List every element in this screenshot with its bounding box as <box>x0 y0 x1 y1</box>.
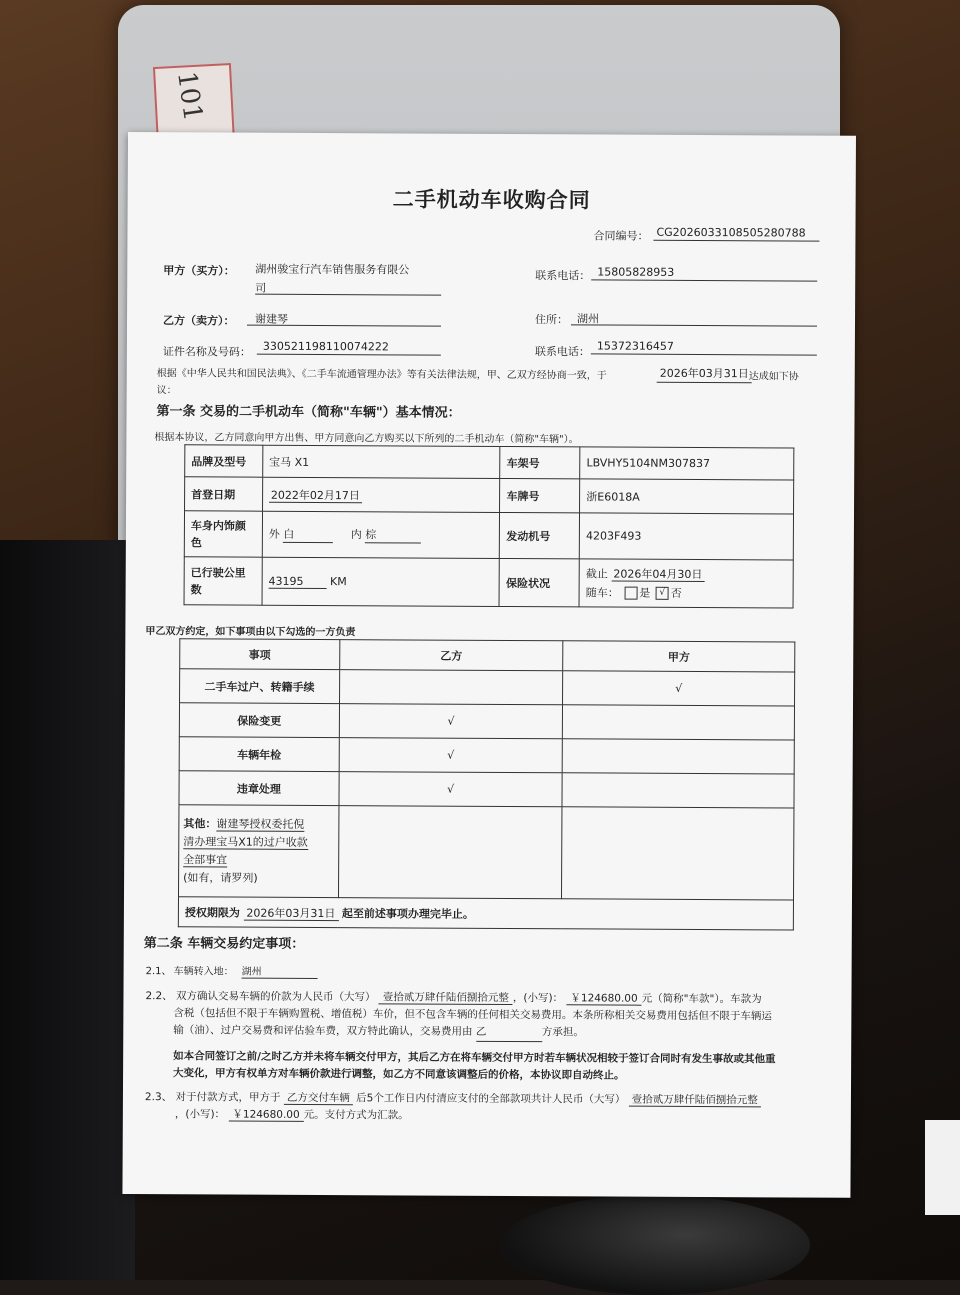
other-line-3: 全部事宜 <box>183 852 228 867</box>
seller-id-underline <box>257 354 441 356</box>
insurance-cell <box>579 559 793 608</box>
duty-b-mark: √ <box>339 738 563 773</box>
duty-a-mark: √ <box>563 671 795 706</box>
auth-label: 授权期限为 <box>184 905 240 920</box>
other-b-cell <box>338 806 562 899</box>
bold-note-line-1: 如本合同签订之前/之时乙方并未将车辆交付甲方，其后乙方在将车辆交付甲方时若车辆状况相较于签订合同时有发生事故或其他重 <box>173 1050 776 1066</box>
ext-value: 白 <box>283 526 333 543</box>
ins-end-date: 2026年04月30日 <box>611 567 704 581</box>
km-unit: KM <box>329 574 347 588</box>
buyer-name-underline <box>255 294 441 296</box>
sticker-text: 101 <box>171 69 208 123</box>
clause-2-2 <box>145 988 835 1044</box>
clause-2-2-text-b: ，(小写)： <box>512 992 564 1005</box>
clause-2-2-text-c: 元（简称"车款"）。车款为 <box>641 992 762 1006</box>
clause-2-2-payer: 乙 <box>476 1024 542 1042</box>
buyer-phone: 15805828953 <box>597 265 675 279</box>
clause-2-2-line-2: 含税（包括但不限于车辆购置税、增值税）车价，但不包含车辆的任何相关交易费用。本条所称相关交易费用包括但不限于车辆运 <box>173 1007 772 1023</box>
contract-no-value: CG2026033108505280788 <box>653 226 819 242</box>
seller-id-label: 证件名称及号码： <box>162 345 251 359</box>
seller-phone: 15372316457 <box>596 339 674 353</box>
no-label: 否 <box>670 586 682 600</box>
duty-b-mark: √ <box>339 772 563 807</box>
seller-address-label: 住所： <box>534 313 569 327</box>
vin-label: 车架号 <box>500 446 580 478</box>
plate-value: 浙E6018A <box>580 479 794 514</box>
engine-label: 发动机号 <box>500 512 580 558</box>
clause-2-2-no: 2.2、 <box>145 990 173 1003</box>
buyer-phone-underline <box>591 279 817 281</box>
clause-2-3-upper: 壹拾贰万肆仟陆佰捌拾元整 <box>629 1094 761 1108</box>
basis-text-2: 达成如下协 <box>748 371 799 383</box>
clause-2-3-text-b: 后5个工作日内付清应支付的全部款项共计人民币（大写） <box>356 1092 626 1106</box>
seller-phone-label: 联系电话： <box>534 345 590 359</box>
color-cell <box>262 511 500 558</box>
duty-item: 违章处理 <box>179 771 339 806</box>
vin-value: LBVHY5104NM307837 <box>580 447 794 480</box>
duty-a-mark <box>563 739 795 774</box>
km-label-1: 已行驶公里 <box>190 565 246 580</box>
clause-2-2-text-a: 双方确认交易车辆的价款为人民币（大写） <box>175 990 376 1004</box>
seller-label: 乙方（卖方）： <box>162 314 235 328</box>
buyer-name-line2: 司 <box>255 281 267 295</box>
brand-label: 品牌及型号 <box>185 445 263 477</box>
other-hint: (如有，请罗列) <box>183 870 258 885</box>
clause-2-2-lower: ￥124680.00 <box>566 992 641 1005</box>
int-label: 内 <box>350 528 362 542</box>
color-label-cell <box>184 511 262 557</box>
duty-b-mark: √ <box>339 704 563 739</box>
km-label-cell <box>184 557 262 605</box>
article-2-title: 第二条 车辆交易约定事项： <box>143 936 305 952</box>
sleeve-background <box>0 540 135 1280</box>
clause-2-2-line-3b: 方承担。 <box>541 1026 584 1039</box>
seller-name: 谢建琴 <box>254 312 289 326</box>
duty-item: 车辆年检 <box>179 737 339 772</box>
duty-item: 二手车过户、转籍手续 <box>180 669 340 704</box>
clause-2-2-upper: 壹拾贰万肆仟陆佰捌拾元整 <box>379 991 513 1005</box>
buyer-phone-label: 联系电话： <box>535 269 591 283</box>
other-paper-edge <box>925 1120 960 1215</box>
buyer-name-line1: 湖州骏宝行汽车销售服务有限公 <box>255 262 410 277</box>
clause-2-3-text-c: ，(小写)： <box>174 1108 226 1121</box>
other-line-2: 清办理宝马X1的过户收款 <box>183 834 308 849</box>
basis-text-3: 议： <box>156 385 177 397</box>
duty-b-mark <box>339 670 563 705</box>
seller-address: 湖州 <box>576 312 600 326</box>
auth-period-cell <box>178 897 793 930</box>
yes-checkbox[interactable] <box>624 587 637 600</box>
clause-2-3-when: 乙方交付车辆 <box>284 1092 353 1105</box>
duties-table <box>178 638 796 930</box>
color-label-2: 色 <box>190 535 202 549</box>
clause-2-1-label: 车辆转入地： <box>173 966 234 978</box>
buyer-label: 甲方（买方）： <box>163 264 235 278</box>
col-b-header: 乙方 <box>339 640 563 671</box>
plate-label: 车牌号 <box>500 478 580 512</box>
vehicle-info-table <box>184 444 795 608</box>
mouse-background <box>500 1195 810 1295</box>
other-a-cell <box>562 807 794 900</box>
reg-date-value: 2022年02月17日 <box>269 488 362 502</box>
clause-2-1-value: 湖州 <box>242 963 318 979</box>
reg-date-label: 首登日期 <box>185 477 263 511</box>
km-cell <box>262 557 500 606</box>
auth-tail: 起至前述事项办理完毕止。 <box>341 906 474 921</box>
basis-date: 2026年03月31日 <box>657 365 752 383</box>
article-1-intro: 根据本协议，乙方同意向甲方出售、甲方同意向乙方购买以下所列的二手机动车（简称"车辆"）。 <box>154 432 579 446</box>
bold-note-line-2: 大变化，甲方有权单方对车辆价款进行调整，如乙方不同意该调整后的价格，本协议即自动终止。 <box>173 1067 625 1082</box>
seller-address-underline <box>571 324 817 326</box>
clause-2-3-no: 2.3、 <box>144 1091 173 1104</box>
clause-2-3-text-a: 对于付款方式，甲方于 <box>175 1091 281 1104</box>
duty-a-mark <box>563 705 795 740</box>
duty-item: 保险变更 <box>179 703 339 738</box>
agree-intro: 甲乙双方约定，如下事项由以下勾选的一方负责 <box>145 626 356 639</box>
contract-title: 二手机动车收购合同 <box>392 187 591 213</box>
basis-text-1: 根据《中华人民共和国民法典》、《二手车流通管理办法》等有关法律法规，甲、乙双方经协商一致，于 <box>156 368 607 382</box>
ins-with-label: 随车： <box>585 585 619 600</box>
other-cell <box>178 805 338 898</box>
yes-label: 是 <box>639 586 651 600</box>
km-label-2: 数 <box>190 582 202 596</box>
seller-id-no: 330521198110074222 <box>262 339 389 354</box>
col-a-header: 甲方 <box>563 641 795 672</box>
int-value: 棕 <box>365 526 421 543</box>
insurance-label: 保险状况 <box>499 558 579 606</box>
seller-phone-underline <box>591 353 817 355</box>
clause-2-1-no: 2.1、 <box>145 966 172 978</box>
clause-2-3-text-d: 元。支付方式为汇款。 <box>303 1108 409 1122</box>
contract-no-label: 合同编号： <box>593 229 649 243</box>
clause-2-3-lower: ￥124680.00 <box>228 1109 303 1122</box>
brand-value: 宝马 X1 <box>263 445 501 478</box>
auth-date: 2026年03月31日 <box>243 906 338 920</box>
no-checkbox[interactable]: √ <box>656 587 669 600</box>
ext-label: 外 <box>268 527 280 541</box>
color-label-1: 车身内饰颜 <box>190 518 246 533</box>
engine-value: 4203F493 <box>579 513 793 560</box>
article-1-title: 第一条 交易的二手机动车（简称"车辆"）基本情况： <box>156 404 461 421</box>
contract-paper <box>122 132 856 1198</box>
clause-bold-note <box>173 1048 843 1086</box>
km-value: 43195 <box>268 574 326 588</box>
other-label: 其他： <box>183 816 217 830</box>
col-item-header: 事项 <box>180 639 340 670</box>
duty-a-mark <box>562 773 794 808</box>
other-line-1: 谢建琴授权委托倪 <box>216 816 305 831</box>
clause-2-3 <box>145 1089 835 1127</box>
reg-date-cell <box>262 477 500 512</box>
clause-2-2-line-3: 输（油）、过户交易费和评估验车费，双方特此确认，交易费用由 <box>173 1024 473 1038</box>
ins-end-label: 截止 <box>585 566 608 581</box>
